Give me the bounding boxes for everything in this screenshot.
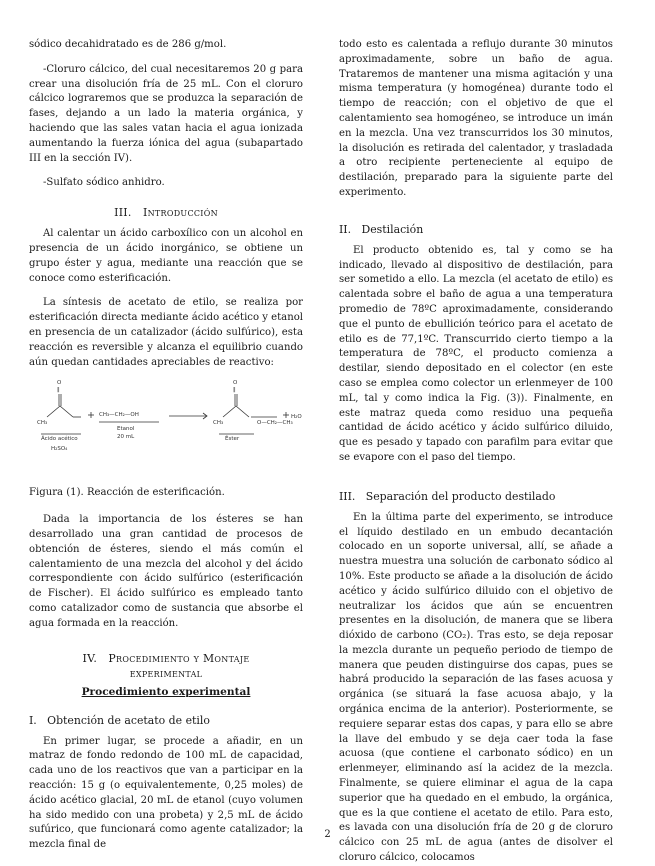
- section-number: III.: [114, 206, 132, 220]
- oxygen-label: O: [57, 380, 62, 387]
- fig-label-ester: Éster: [225, 436, 240, 443]
- subsection-heading-separacion: [339, 490, 613, 503]
- fig-label-oxy: O—CH₂—CH₃: [257, 420, 293, 427]
- right-column: [339, 38, 613, 866]
- subsection-title: Destilación: [361, 222, 424, 236]
- paragraph: -Sulfato sódico anhidro.: [43, 177, 165, 189]
- bond-label: ‖: [233, 387, 236, 394]
- section-title: Procedimiento y Montaje: [108, 651, 250, 665]
- fig-label-etanol: Etanol: [117, 426, 135, 433]
- paragraph: Dada la importancia de los ésteres se han desarrollado una gran cantidad de procesos de obtención de ésteres, siendo el más común el calentamiento de una mezcla del alcohol y del ácido correspondiente con ácido sulfúrico (esterificación de Fischer). El ácido sulfúrico es empleado tanto como catalizador como de sustancia que absorbe el agua formada en la reacción.: [29, 514, 303, 629]
- paragraph: todo esto es calentada a reflujo durante 30 minutos aproximadamente, sobre un baño de agua. Trataremos de mantener una misma agitación y una misma temperatura (y homogénea) durante todo el tiempo de reacción; con el objetivo de que el calentamiento sea homogéneo, se introduce un imán en la mezcla. Una vez transcurridos los 30 minutos, la disolución es retirada del calentador, y trasladada a otro recipiente perteneciente al equipo de destilación, preparado para la siguiente parte del experimento.: [339, 39, 613, 198]
- subsection-number: II.: [339, 222, 352, 236]
- section-heading-introduccion: [29, 206, 303, 219]
- subsection-title: Procedimiento experimental: [81, 685, 251, 698]
- subsection-heading-destilacion: [339, 223, 613, 236]
- paragraph: sódico decahidratado es de 286 g/mol.: [29, 39, 227, 50]
- paragraph: -Cloruro cálcico, del cual necesitaremos 20 g para crear una disolución fría de 25 mL. Con el cloruro cálcico lograremos que se produzca la separación de fases, dejando a un lado la materia orgánica, y haciendo que las sales vatan hacia el agua ionizada aumentando la fuerza iónica del agua (subapartado III en la sección IV).: [29, 63, 303, 164]
- esterification-reaction-figure: [29, 372, 303, 472]
- fig-label-ethanol-formula: CH₃—CH₂—OH: [99, 412, 139, 419]
- oxygen-label: O: [233, 380, 238, 387]
- page-number: 2: [324, 829, 331, 840]
- paragraph: El producto obtenido es, tal y como se ha indicado, llevado al dispositivo de destilación, para ser sometido a ello. La mezcla (el acetato de etilo) es calentada sobre el baño de agua a una temperatura promedio de 78ºC aproximadamente, considerando que el punto de ebullición teórico para el acetato de etilo es de 77,1ºC. Transcurrido cierto tiempo a la temperatura de 78ºC, el producto comienza a destilar, siendo depositado en el colector (en este caso se emplea como colector un erlenmeyer de 100 mL, tal y como indica la Fig. (3)). Finalmente, en este matraz queda como residuo una pequeña cantidad de ácido acético y ácido sulfúrico diluido, que es pesado y tapado con parafilm para evitar que se evapore con el paso del tiempo.: [339, 244, 613, 463]
- fig-label-ch3: CH₃: [213, 420, 224, 427]
- fig-label-h2so4: H₂SO₄: [51, 446, 68, 453]
- fig-label-ch3: CH₃: [37, 420, 48, 427]
- bond-label: ‖: [57, 387, 60, 394]
- fig-label-water: H₂O: [291, 414, 302, 421]
- paragraph: En primer lugar, se procede a añadir, en un matraz de fondo redondo de 100 mL de capacidad, cada uno de los reactivos que van a participar en la reacción: 15 g (o equivalentemente, 0,25 moles) de ácido acético glacial, 20 mL de etanol (cuyo volumen ha sido medido con una probeta) y 2,5 mL de ácido sufúrico, que funcionará como agente catalizador; la mezcla final de: [29, 735, 303, 851]
- subsection-heading-obtencion: [29, 714, 303, 727]
- subsection-number: III.: [339, 489, 356, 503]
- section-number: IV.: [82, 651, 98, 665]
- subsection-title: Separación del producto destilado: [365, 489, 556, 503]
- fig-label-acetic: Ácido acético: [41, 436, 78, 443]
- paragraph: Al calentar un ácido carboxílico con un alcohol en presencia de un ácido inorgánico, se obtiene un grupo éster y agua, mediante una reacción que se conoce como esterificación.: [29, 228, 303, 284]
- figure-caption: Figura (1). Reacción de esterificación.: [29, 487, 225, 499]
- paragraph: En la última parte del experimento, se introduce el líquido destilado en un embudo decantación colocado en un soporte universal, allí, se añade a nuestra muestra una solución de carbonato sódico al 10%. Este producto se añade a la disolución de ácido acético y ácido sulfúrico diluido con el objetivo de neutralizar los ácidos que aún se encuentren presentes en la disolución, de manera que se libera dióxido de carbono (CO₂). Tras esto, se deja reposar la mezcla durante un pequeño periodo de tiempo de manera que peuden distinguirse dos capas, pues se habrá producido la separación de las fases acuosa y orgánica (se situará la fase acuosa abajo, y la orgánica encima de la anterior). Posteriormente, se requiere separar estas dos capas, y para ello se abre la llave del embudo y se deja caer toda la fase acuosa (que contiene el carbonato sódico) en un erlenmeyer, eliminando así la acidez de la mezcla. Finalmente, se quiere eliminar el agua de la capa superior que ha quedado en el embudo, la orgánica, que es la que contiene el acetato de etilo. Para esto, es lavada con una disolución fría de 20 g de cloruro cálcico con 25 mL de agua (antes de disolver el cloruro cálcico, colocamos: [339, 511, 613, 864]
- section-heading-procedimiento: [29, 652, 303, 665]
- left-column: [29, 38, 303, 853]
- section-title: experimental: [129, 666, 203, 680]
- fig-label-20ml: 20 mL: [117, 434, 135, 441]
- subsection-number: I.: [29, 713, 37, 727]
- subsection-title: Obtención de acetato de etilo: [47, 713, 210, 727]
- paragraph: La síntesis de acetato de etilo, se realiza por esterificación directa mediante ácido acético y etanol en presencia de un catalizador (ácido sulfúrico), esta reacción es reversible y alcanza el equilibrio cuando aún quedan cantidades apreciables de reactivo:: [29, 297, 303, 368]
- section-title: Introducción: [142, 206, 218, 220]
- section-heading-procedimiento-cont: [29, 667, 303, 680]
